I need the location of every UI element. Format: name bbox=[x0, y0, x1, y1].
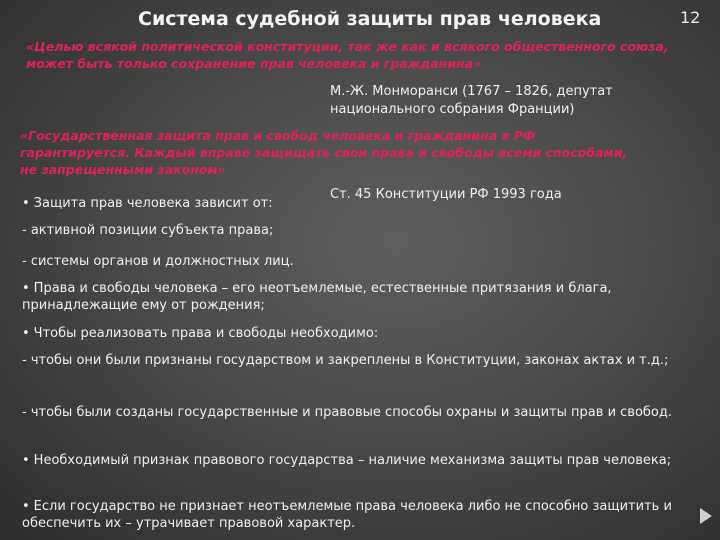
sub-item: - чтобы они были признаны государством и закреплены в Конституции, законах актах и т.д.; bbox=[22, 353, 669, 368]
next-slide-arrow-icon[interactable] bbox=[700, 508, 712, 524]
quote-constitution: «Государственная защита прав и свобод человека и гражданина в РФ гарантируется. Каждый вправе защищать свои права и свободы всеми способами, не запрещенными законом» bbox=[20, 128, 628, 177]
bullet-marker: • bbox=[22, 453, 30, 468]
sub-item: - чтобы были созданы государственные и правовые способы охраны и защиты прав и свобод. bbox=[22, 405, 672, 420]
sub-item: - системы органов и должностных лиц. bbox=[22, 254, 294, 269]
slide-title: Система судебной защиты прав человека bbox=[138, 8, 602, 30]
bullet-text: Права и свободы человека – его неотъемлемые, естественные притязания и блага, принадлежащие ему от рождения; bbox=[22, 281, 612, 313]
bullet-marker: • bbox=[22, 196, 30, 211]
bullet-marker: • bbox=[22, 326, 30, 341]
attribution-constitution: Ст. 45 Конституции РФ 1993 года bbox=[330, 187, 562, 202]
page-number: 12 bbox=[680, 8, 701, 27]
bullet-text: Если государство не признает неотъемлемые права человека либо не способно защитить и обеспечить их – утрачивает правовой характер. bbox=[22, 499, 672, 531]
bullet-text: Чтобы реализовать права и свободы необходимо: bbox=[33, 326, 379, 341]
sub-item: - активной позиции субъекта права; bbox=[22, 223, 274, 238]
bullet-text: Защита прав человека зависит от: bbox=[33, 196, 273, 211]
bullet-item bbox=[22, 195, 273, 212]
bullet-marker: • bbox=[22, 499, 30, 514]
bullet-item bbox=[22, 280, 702, 314]
bullet-text: Необходимый признак правового государства – наличие механизма защиты прав человека; bbox=[33, 453, 672, 468]
bullet-item bbox=[22, 498, 698, 532]
attribution-montmorency bbox=[330, 83, 690, 119]
attribution-line-2: национального собрания Франции) bbox=[330, 102, 575, 117]
attribution-line-1: М.-Ж. Монморанси (1767 – 1826, депутат bbox=[330, 84, 613, 99]
quote-montmorency: «Целью всякой политической конституции, так же как и всякого общественного союза, может быть только сохранение прав человека и гражданина» bbox=[26, 39, 669, 71]
bullet-item bbox=[22, 452, 702, 469]
bullet-marker: • bbox=[22, 281, 30, 296]
bullet-item bbox=[22, 325, 378, 342]
